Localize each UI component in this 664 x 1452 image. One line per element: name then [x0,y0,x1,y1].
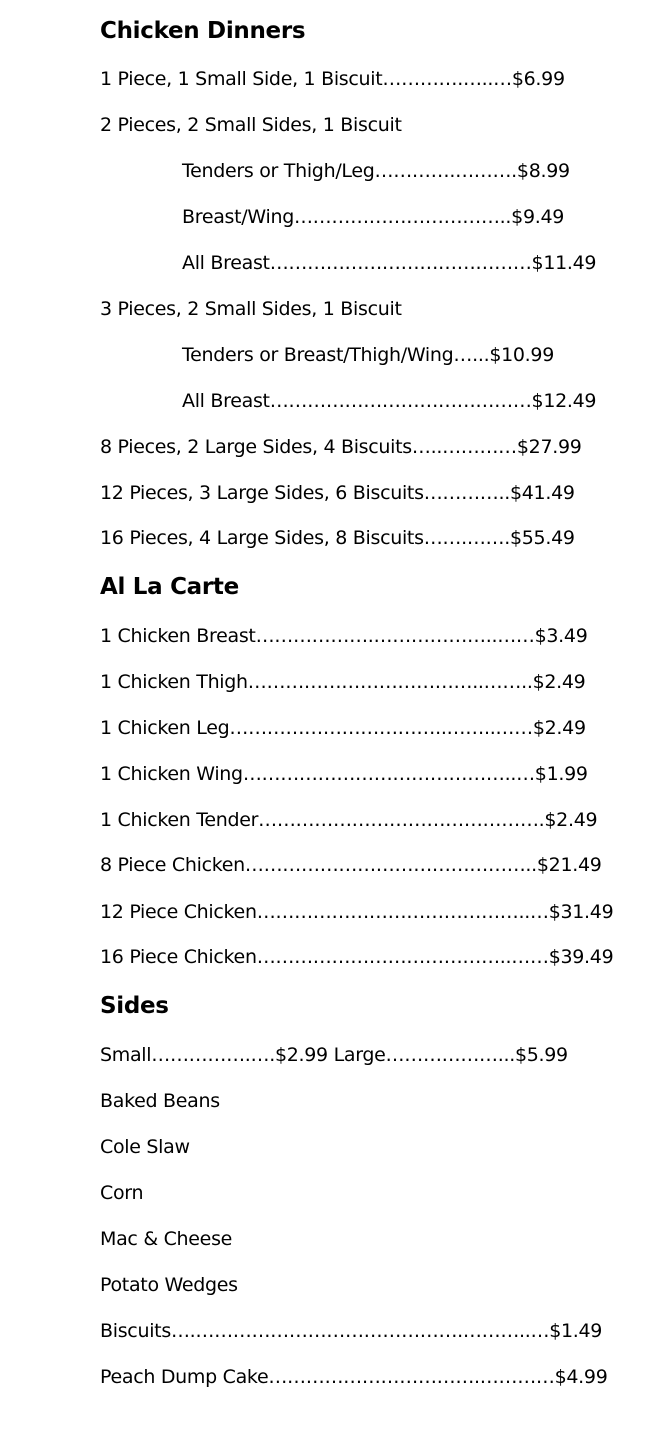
item-name: 1 Chicken Leg [100,717,230,739]
item-price: $21.49 [536,854,602,876]
dot-leader: ………….…..… [382,68,512,90]
item-name: 8 Piece Chicken [100,854,245,876]
item-price: $10.99 [489,344,554,366]
menu-item [100,481,575,505]
menu-item [100,435,582,459]
section-title-chicken-dinners: Chicken Dinners [100,18,306,44]
item-price: $2.49 [544,809,598,831]
menu-item [100,853,602,877]
item-price: $39.49 [548,946,614,968]
menu-item [100,526,575,550]
menu-item [100,716,586,740]
section-title-al-la-carte: Al La Carte [100,574,239,600]
item-name: 12 Piece Chicken [100,901,257,923]
item-name: All Breast [182,252,270,274]
item-price: $1.99 [534,763,588,785]
side-item: Potato Wedges [100,1274,238,1296]
dot-leader: …………………………………… [269,252,532,274]
menu-item-group [100,113,402,137]
menu-item [100,808,597,832]
item-price: $1.49 [549,1320,603,1342]
item-price: $3.49 [534,625,588,647]
side-item: Mac & Cheese [100,1228,233,1250]
side-item: Baked Beans [100,1090,220,1112]
item-name: 1 Chicken Tender [100,809,259,831]
menu-item [100,67,565,91]
dot-leader: ………………………………………. [258,809,545,831]
dot-leader: …... [453,344,490,366]
menu-item [100,762,588,786]
item-price: $4.99 [554,1366,608,1388]
dot-leader: ……………………………………..… [256,901,549,923]
item-price: $11.49 [531,252,597,274]
item-price: $12.49 [531,390,597,412]
dot-leader: ………….. [423,482,510,504]
item-name: 16 Pieces, 4 Large Sides, 8 Biscuits [100,527,424,549]
menu-item [100,1319,602,1343]
dot-leader: ………………………………..…….. [247,671,533,693]
menu-subitem [182,251,596,275]
item-name: Tenders or Breast/Thigh/Wing [182,344,454,366]
item-name: Tenders or Thigh/Leg [182,160,375,182]
dot-leader: ………….………. [374,160,517,182]
item-price: $8.99 [516,160,570,182]
menu-item [100,670,585,694]
item-name: 1 Chicken Wing [100,763,243,785]
dot-leader: …………………………………… [269,390,532,412]
menu-subitem [182,343,554,367]
menu-subitem [182,389,596,413]
item-name: 1 Chicken Breast [100,625,256,647]
item-name: 16 Piece Chicken [100,946,257,968]
item-price: $27.99 [516,436,582,458]
item-price: $9.49 [511,206,565,228]
dot-leader: ….…………………………………….………..… [170,1320,550,1342]
item-price: $2.49 [532,717,586,739]
item-name: 2 Pieces, 2 Small Sides, 1 Biscuit [100,114,402,136]
dot-leader: …..………… [411,436,517,458]
section-title-sides: Sides [100,993,169,1019]
menu-item [100,900,613,924]
item-price: $2.49 [532,671,586,693]
menu-item [100,945,613,969]
side-item: Cole Slaw [100,1136,190,1158]
dot-leader: …………………………….………… [268,1366,555,1388]
dot-leader: …………………………………..…… [256,946,549,968]
dot-leader: ……………………………………..… [242,763,535,785]
item-name: 3 Pieces, 2 Small Sides, 1 Biscuit [100,298,402,320]
dot-leader: …….……. [423,527,510,549]
dot-leader: …………………………….. [293,206,512,228]
item-name: 1 Piece, 1 Small Side, 1 Biscuit [100,68,383,90]
item-name: 8 Pieces, 2 Large Sides, 4 Biscuits [100,436,412,458]
menu-item [100,624,588,648]
item-price: $41.49 [509,482,575,504]
item-name: Peach Dump Cake [100,1366,269,1388]
item-price: $31.49 [548,901,614,923]
menu-item-group [100,297,402,321]
item-name: 12 Pieces, 3 Large Sides, 6 Biscuits [100,482,424,504]
item-name: All Breast [182,390,270,412]
sides-price-line: Small…………….….$2.99 Large………………...$5.99 [100,1044,568,1066]
dot-leader: ……………………………………….. [244,854,537,876]
side-item: Corn [100,1182,144,1204]
item-price: $6.99 [511,68,565,90]
item-name: Breast/Wing [182,206,294,228]
item-name: Biscuits [100,1320,171,1342]
menu-item [100,1365,608,1389]
item-price: $55.49 [509,527,575,549]
menu-subitem [182,159,570,183]
item-name: 1 Chicken Thigh [100,671,248,693]
dot-leader: ……………………………..……..…… [229,717,533,739]
dot-leader: ……………….………………..…… [255,625,535,647]
menu-subitem [182,205,564,229]
